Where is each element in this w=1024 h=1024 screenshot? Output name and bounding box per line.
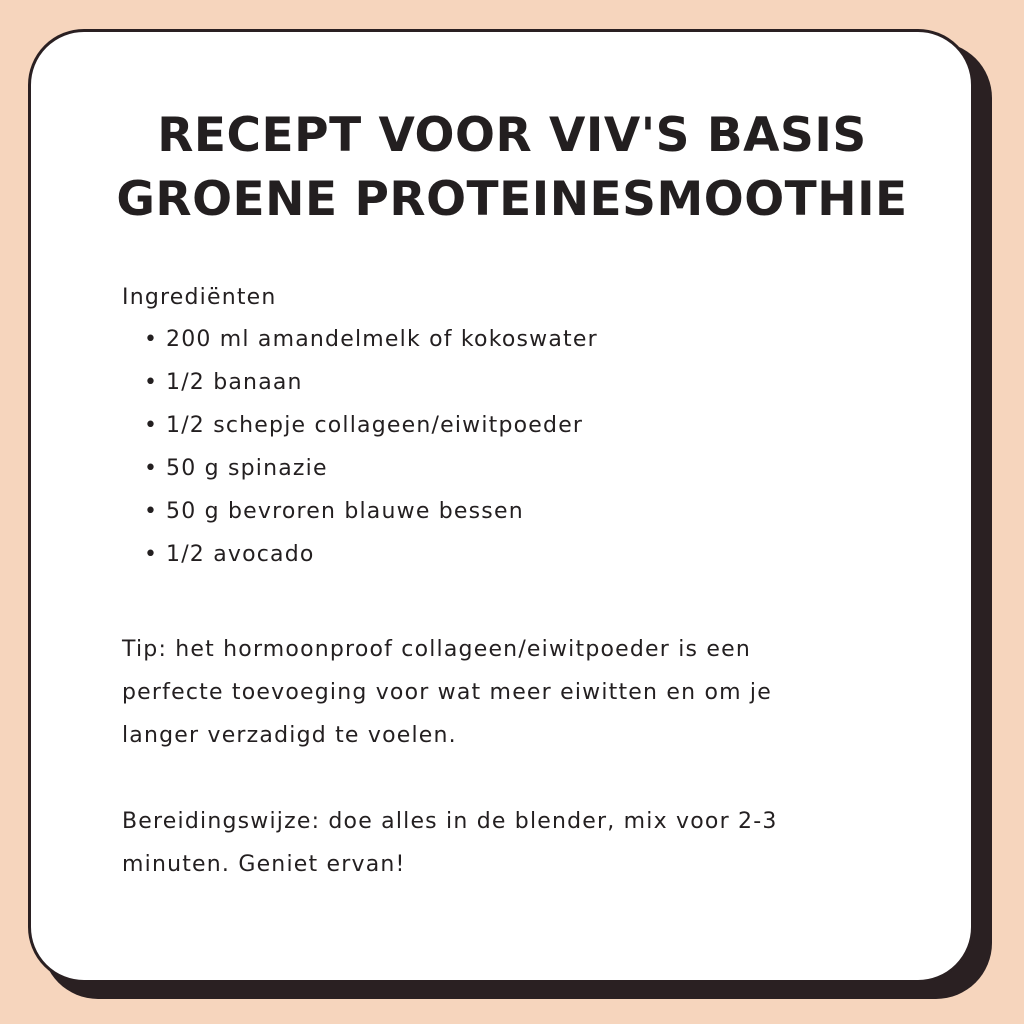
bullet-icon: • xyxy=(144,370,159,395)
recipe-content xyxy=(122,278,902,886)
ingredient-item xyxy=(122,447,902,490)
bullet-icon: • xyxy=(144,413,159,438)
method-line-2: minuten. Geniet ervan! xyxy=(122,852,406,877)
bullet-icon: • xyxy=(144,456,159,481)
method-paragraph xyxy=(122,800,902,886)
bullet-icon: • xyxy=(144,542,159,567)
tip-line-1: Tip: het hormoonproof collageen/eiwitpoeder is een xyxy=(122,637,751,662)
ingredient-item xyxy=(122,404,902,447)
ingredients-list xyxy=(122,318,902,576)
bullet-icon: • xyxy=(144,499,159,524)
ingredient-item xyxy=(122,318,902,361)
ingredient-item xyxy=(122,361,902,404)
tip-line-3: langer verzadigd te voelen. xyxy=(122,723,457,748)
ingredient-item xyxy=(122,533,902,576)
ingredient-text: 50 g spinazie xyxy=(166,456,328,481)
ingredient-item xyxy=(122,490,902,533)
ingredient-text: 1/2 avocado xyxy=(166,542,315,567)
ingredients-heading: Ingrediënten xyxy=(122,285,277,310)
ingredient-text: 1/2 schepje collageen/eiwitpoeder xyxy=(166,413,584,438)
ingredient-text: 50 g bevroren blauwe bessen xyxy=(166,499,524,524)
recipe-title-line-2: GROENE PROTEINESMOOTHIE xyxy=(116,172,908,227)
ingredient-text: 1/2 banaan xyxy=(166,370,303,395)
bullet-icon: • xyxy=(144,327,159,352)
method-line-1: Bereidingswijze: doe alles in de blender, mix voor 2-3 xyxy=(122,809,778,834)
recipe-title xyxy=(0,104,1024,232)
tip-paragraph xyxy=(122,628,902,757)
recipe-title-line-1: RECEPT VOOR VIV'S BASIS xyxy=(157,108,867,163)
ingredient-text: 200 ml amandelmelk of kokoswater xyxy=(166,327,598,352)
tip-line-2: perfecte toevoeging voor wat meer eiwitten en om je xyxy=(122,680,772,705)
